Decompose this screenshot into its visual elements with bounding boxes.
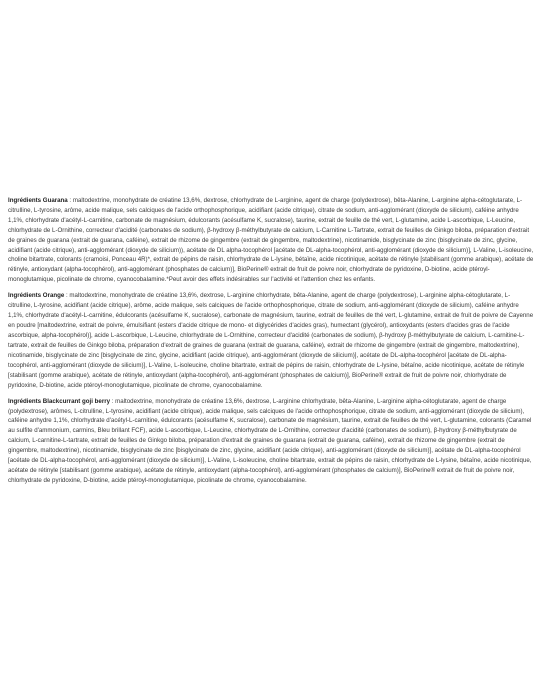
ingredients-orange-paragraph [8, 291, 534, 390]
ingredients-orange-text: : maltodextrine, monohydrate de créatine 13,6%, dextrose, L-arginine chlorhydrate, bêta-Alanine, agent de charge (polydextrose), L-arginine alpha-cétoglutarate, L-citrulline, L-tyrosine, acidifiant (acide citrique), arôme, acide malique, sels calciques de l'acide orthophosphorique, citrate de sodium, anti-agglomérant (dioxyde de silicium), caféine anhydre 1,1%, chlorhydrate d'acétyl-L-carnitine, édulcorants (acésulfame K, sucralose), carbonate de magnésium, taurine, extrait de feuilles de thé vert, L-glutamine, extrait de fruit de poivre de Cayenne en poudre [maltodextrine, extrait de poivre, émulsifiant (esters d'acide citrique de mono- et diglycérides d'acides gras), humectant (glycérol), antioxydants (esters d'acides gras de l'acide ascorbique, alpha-tocophérol)], acide L-ascorbique, L-Leucine, chlorhydrate de L-Ornithine, correcteur d'acidité (carbonates de sodium), β-hydroxy β-méthylbutyrate de calcium, L-carnitine-L-tartrate, extrait de feuilles de Ginkgo biloba, préparation d'extrait de graines de guarana (extrait de guarana, caféine), extrait de rhizome de gingembre (extrait de gingembre, maltodextrine), nicotinamide, bisglycinate de zinc [bisglycinate de zinc, glycine, acidifiant (acide citrique), anti-agglomérant (dioxyde de silicium)], acétate de DL-alpha-tocophérol [acétate de DL-alpha-tocophérol, anti-agglomérant (dioxyde de silicium)], L-Valine, L-isoleucine, choline bitartrate, extrait de pépins de raisin, chlorhydrate de L-lysine, bétaïne, acide nicotinique, acétate de rétinyle [stabilisant (gomme arabique), acétate de rétinyle, antioxydant (alpha-tocophérol), anti-agglomérant (phosphates de calcium)], BioPerine® extrait de fruit de poivre noir, chlorhydrate de pyridoxine, D-biotine, acide ptéroyl-monoglutamique, picolinate de chrome, cyanocobalamine. [8, 292, 534, 389]
ingredients-orange-heading: Ingrédients Orange [8, 292, 65, 300]
ingredients-guarana-text: : maltodextrine, monohydrate de créatine 13,6%, dextrose, chlorhydrate de L-arginine, agent de charge (polydextrose), bêta-Alanine, L-arginine alpha-cétoglutarate, L-citrulline, L-tyrosine, arôme, acide malique, sels calciques de l'acide orthophosphorique, acidifiant (acide citrique), citrate de sodium, anti-agglomérant (dioxyde de silicium), caféine anhydre 1,1%, chlorhydrate d'acétyl-L-carnitine, carbonate de magnésium, édulcorants (acésulfame K, sucralose), taurine, extrait de feuille de thé vert, L-glutamine, acide L-ascorbique, L-Leucine, chlorhydrate de L-Ornithine, correcteur d'acidité (carbonates de sodium), β-hydroxy β-méthylbutyrate de calcium, L-Carnitine L-Tartrate, extrait de feuilles de Ginkgo biloba, préparation d'extrait de graines de guarana (extrait de guarana, caféine), extrait de rhizome de gingembre (extrait de gingembre, maltodextrine), nicotinamide, bisglycinate de zinc (bisglycinate de zinc, glycine, acidifiant (acide citrique), anti-agglomérant (dioxyde de silicium)), acétate de DL alpha-tocophérol [acétate de DL-alpha-tocophérol, anti-agglomérant (dioxyde de silicium)], L-Valine, L-isoleucine, choline bitartrate, colorants (cramoisi, Ponceau 4R)*, extrait de pépins de raisin, chlorhydrate de L-lysine, bétaïne, acide nicotinique, acétate de rétinyle [stabilisant (gomme arabique), acétate de rétinyle, antioxydant (alpha-tocophérol), anti-agglomérant (phosphates de calcium)], BioPerine® extrait de fruit de poivre noir, chlorhydrate de pyridoxine, D-biotine, acide ptéroyl-monoglutamique, picolinate de chrome, cyanocobalamine.*Peut avoir des effets indésirables sur l'activité et l'attention chez les enfants. [8, 197, 534, 284]
ingredients-blackcurrant-text: : maltodextrine, monohydrate de créatine 13,6%, dextrose, L-arginine chlorhydrate, bêta-Alanine, L-arginine alpha-cétoglutarate, agent de charge (polydextrose), arômes, L-citrulline, L-tyrosine, acidifiant (acide citrique), acide malique, sels calciques de l'acide orthophosphorique, citrate de sodium, anti-agglomérant (dioxyde de silicium), caféine anhydre 1,1%, chlorhydrate d'acétyl-L-carnitine, édulcorants (acésulfame K, sucralose), carbonate de magnésium, taurine, extrait de feuilles de thé vert, L-glutamine, colorants (Caramel au sulfite d'ammonium, carmins, Bleu brillant FCF), acide L-ascorbique, L-Leucine, chlorhydrate de L-Ornithine, correcteur d'acidité (carbonates de sodium), β-hydroxy β-méthylbutyrate de calcium, L-carnitine-L-tartrate, extrait de feuilles de Ginkgo biloba, préparation d'extrait de graines de guarana (extrait de guarana, caféine), extrait de rhizome de gingembre (extrait de gingembre, maltodextrine), nicotinamide, bisglycinate de zinc [bisglycinate de zinc, glycine, acidifiant (acide citrique), anti-agglomérant (dioxyde de silicium)], acétate de DL-alpha-tocophérol [acétate de DL-alpha-tocophérol, anti-agglomérant (dioxyde de silicium)], L-Valine, L-isoleucine, choline bitartrate, extrait de pépins de raisin, chlorhydrate de L-lysine, bétaïne, acide nicotinique, acétate de rétinyle [stabilisant (gomme arabique), acétate de rétinyle, antioxydant (alpha-tocophérol), anti-agglomérant (phosphates de calcium)], BioPerine® extrait de fruit de poivre noir, chlorhydrate de pyridoxine, D-biotine, acide ptéroyl-monoglutamique, picolinate de chrome, cyanocobalamine. [8, 397, 532, 484]
ingredients-document [8, 196, 534, 492]
ingredients-guarana-heading: Ingrédients Guarana [8, 197, 68, 204]
ingredients-guarana-paragraph [8, 196, 534, 285]
ingredients-blackcurrant-heading: Ingrédients Blackcurrant goji berry [8, 397, 111, 405]
ingredients-blackcurrant-paragraph [8, 397, 534, 486]
